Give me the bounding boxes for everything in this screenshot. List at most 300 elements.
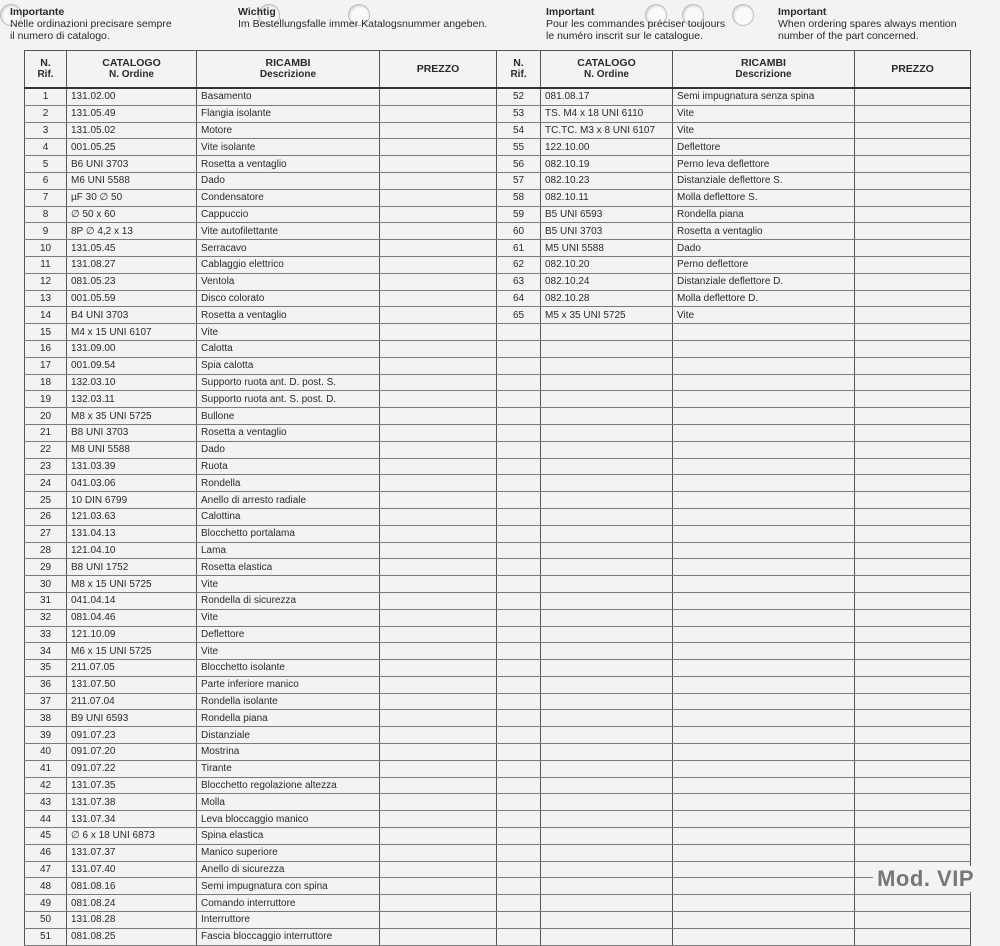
price-cell — [855, 290, 971, 307]
catalog-cell — [541, 643, 673, 660]
description-cell: Blocchetto regolazione altezza — [197, 777, 380, 794]
price-cell — [855, 626, 971, 643]
ref-cell: 11 — [25, 256, 67, 273]
price-cell — [380, 660, 497, 677]
description-cell: Distanziale deflettore D. — [673, 273, 855, 290]
price-cell — [380, 710, 497, 727]
price-cell — [380, 240, 497, 257]
price-cell — [855, 374, 971, 391]
note-body: Im Bestellungsfalle immer Katalogsnummer angeben. — [238, 18, 488, 30]
description-cell — [673, 609, 855, 626]
price-cell — [855, 391, 971, 408]
catalog-cell — [541, 710, 673, 727]
catalog-cell — [541, 542, 673, 559]
table-row — [497, 693, 971, 710]
catalog-cell: M5 x 35 UNI 5725 — [541, 307, 673, 324]
description-cell: Semi impugnatura senza spina — [673, 88, 855, 105]
description-cell — [673, 727, 855, 744]
catalog-cell — [541, 693, 673, 710]
column-header-price: PREZZO — [855, 51, 971, 89]
catalog-cell — [541, 828, 673, 845]
description-cell: Blocchetto portalama — [197, 525, 380, 542]
price-cell — [380, 912, 497, 929]
catalog-cell — [541, 441, 673, 458]
price-cell — [380, 391, 497, 408]
table-row — [497, 777, 971, 794]
catalog-cell — [541, 508, 673, 525]
catalog-cell: 121.04.10 — [67, 542, 197, 559]
ref-cell: 2 — [25, 105, 67, 122]
table-row — [25, 172, 497, 189]
table-row — [25, 441, 497, 458]
price-cell — [380, 122, 497, 139]
catalog-cell: 001.09.54 — [67, 357, 197, 374]
ref-cell: 47 — [25, 861, 67, 878]
note-body: When ordering spares always mention number of the part concerned. — [778, 18, 957, 42]
catalog-cell: µF 30 ∅ 50 — [67, 189, 197, 206]
catalog-cell — [541, 391, 673, 408]
ref-cell — [497, 660, 541, 677]
description-cell: Cablaggio elettrico — [197, 256, 380, 273]
ref-cell: 57 — [497, 172, 541, 189]
ref-cell: 12 — [25, 273, 67, 290]
table-row — [497, 559, 971, 576]
note-english — [778, 6, 993, 42]
catalog-cell: TS. M4 x 18 UNI 6110 — [541, 105, 673, 122]
table-row — [497, 492, 971, 509]
table-row — [25, 307, 497, 324]
ref-cell: 10 — [25, 240, 67, 257]
description-cell: Rondella di sicurezza — [197, 592, 380, 609]
ref-cell: 24 — [25, 475, 67, 492]
ref-cell: 50 — [25, 912, 67, 929]
ref-cell — [497, 324, 541, 341]
table-row — [497, 374, 971, 391]
table-row — [497, 357, 971, 374]
description-cell: Ventola — [197, 273, 380, 290]
price-cell — [855, 609, 971, 626]
price-cell — [855, 105, 971, 122]
ref-cell: 36 — [25, 676, 67, 693]
ref-cell: 28 — [25, 542, 67, 559]
catalog-cell: 081.08.17 — [541, 88, 673, 105]
ref-cell: 26 — [25, 508, 67, 525]
catalog-cell: 131.04.13 — [67, 525, 197, 542]
table-row — [25, 357, 497, 374]
table-row — [25, 88, 497, 105]
description-cell — [673, 559, 855, 576]
catalog-cell: B4 UNI 3703 — [67, 307, 197, 324]
catalog-cell: M6 UNI 5588 — [67, 172, 197, 189]
description-cell: Lama — [197, 542, 380, 559]
price-cell — [855, 492, 971, 509]
price-cell — [380, 525, 497, 542]
price-cell — [380, 492, 497, 509]
price-cell — [855, 324, 971, 341]
table-row — [497, 895, 971, 912]
catalog-cell: B9 UNI 6593 — [67, 710, 197, 727]
ref-cell: 64 — [497, 290, 541, 307]
ref-cell: 38 — [25, 710, 67, 727]
price-cell — [380, 223, 497, 240]
table-row — [497, 811, 971, 828]
description-cell — [673, 710, 855, 727]
ref-cell: 61 — [497, 240, 541, 257]
price-cell — [855, 828, 971, 845]
ref-cell: 46 — [25, 844, 67, 861]
description-cell: Ruota — [197, 458, 380, 475]
column-header-catalog: CATALOGO N. Ordine — [67, 51, 197, 89]
ref-cell — [497, 508, 541, 525]
table-row — [25, 374, 497, 391]
price-cell — [855, 88, 971, 105]
description-cell: Rondella piana — [197, 710, 380, 727]
table-row — [25, 542, 497, 559]
ref-cell — [497, 844, 541, 861]
catalog-cell: B5 UNI 3703 — [541, 223, 673, 240]
table-row — [497, 609, 971, 626]
table-row — [497, 844, 971, 861]
description-cell: Blocchetto isolante — [197, 660, 380, 677]
ref-cell — [497, 643, 541, 660]
table-row — [25, 290, 497, 307]
price-cell — [380, 374, 497, 391]
ref-cell — [497, 475, 541, 492]
description-cell — [673, 408, 855, 425]
description-cell: Mostrina — [197, 744, 380, 761]
ref-cell: 58 — [497, 189, 541, 206]
column-header-description: RICAMBI Descrizione — [673, 51, 855, 89]
description-cell: Interruttore — [197, 912, 380, 929]
price-cell — [380, 643, 497, 660]
ref-cell: 16 — [25, 340, 67, 357]
catalog-cell: 131.02.00 — [67, 88, 197, 105]
price-cell — [380, 508, 497, 525]
table-row — [25, 525, 497, 542]
ref-cell: 52 — [497, 88, 541, 105]
table-row — [25, 777, 497, 794]
description-cell — [673, 760, 855, 777]
ref-cell — [497, 811, 541, 828]
description-cell: Fascia bloccaggio interruttore — [197, 928, 380, 945]
description-cell: Cappuccio — [197, 206, 380, 223]
ref-cell — [497, 576, 541, 593]
catalog-cell — [541, 912, 673, 929]
table-row — [497, 156, 971, 173]
price-cell — [380, 189, 497, 206]
catalog-cell: 082.10.23 — [541, 172, 673, 189]
table-row — [25, 273, 497, 290]
table-row — [497, 441, 971, 458]
catalog-cell: 8P ∅ 4,2 x 13 — [67, 223, 197, 240]
price-cell — [380, 206, 497, 223]
price-cell — [855, 340, 971, 357]
description-cell: Disco colorato — [197, 290, 380, 307]
catalog-cell: 211.07.05 — [67, 660, 197, 677]
price-cell — [855, 189, 971, 206]
description-cell — [673, 374, 855, 391]
description-cell: Leva bloccaggio manico — [197, 811, 380, 828]
table-row — [25, 492, 497, 509]
catalog-cell: B6 UNI 3703 — [67, 156, 197, 173]
price-cell — [380, 172, 497, 189]
table-row — [25, 156, 497, 173]
description-cell — [673, 928, 855, 945]
price-cell — [855, 777, 971, 794]
description-cell: Dado — [673, 240, 855, 257]
table-row — [25, 189, 497, 206]
description-cell — [673, 508, 855, 525]
description-cell: Perno leva deflettore — [673, 156, 855, 173]
ref-cell — [497, 441, 541, 458]
catalog-cell: 121.03.63 — [67, 508, 197, 525]
ref-cell — [497, 592, 541, 609]
ref-cell — [497, 777, 541, 794]
table-row — [497, 760, 971, 777]
table-row — [497, 408, 971, 425]
description-cell — [673, 542, 855, 559]
price-cell — [380, 105, 497, 122]
ref-cell: 21 — [25, 424, 67, 441]
catalog-cell: 082.10.19 — [541, 156, 673, 173]
description-cell — [673, 777, 855, 794]
ref-cell: 6 — [25, 172, 67, 189]
description-cell: Supporto ruota ant. S. post. D. — [197, 391, 380, 408]
price-cell — [380, 794, 497, 811]
description-cell: Bullone — [197, 408, 380, 425]
description-cell: Molla — [197, 794, 380, 811]
price-cell — [855, 693, 971, 710]
price-cell — [380, 828, 497, 845]
ref-cell: 4 — [25, 139, 67, 156]
catalog-cell: 001.05.25 — [67, 139, 197, 156]
table-row — [497, 710, 971, 727]
description-cell: Vite isolante — [197, 139, 380, 156]
catalog-cell: 132.03.10 — [67, 374, 197, 391]
price-cell — [855, 223, 971, 240]
table-row — [497, 340, 971, 357]
table-row — [497, 794, 971, 811]
price-cell — [855, 592, 971, 609]
table-row — [25, 693, 497, 710]
catalog-cell — [541, 811, 673, 828]
description-cell — [673, 626, 855, 643]
table-row — [25, 844, 497, 861]
catalog-cell: 131.07.40 — [67, 861, 197, 878]
catalog-cell: 001.05.59 — [67, 290, 197, 307]
table-row — [25, 676, 497, 693]
catalog-cell — [541, 592, 673, 609]
catalog-cell: M8 UNI 5588 — [67, 441, 197, 458]
description-cell: Vite — [197, 324, 380, 341]
table-row — [497, 525, 971, 542]
description-cell: Serracavo — [197, 240, 380, 257]
table-row — [25, 559, 497, 576]
description-cell: Anello di sicurezza — [197, 861, 380, 878]
table-row — [25, 324, 497, 341]
table-row — [497, 223, 971, 240]
catalog-cell: 082.10.20 — [541, 256, 673, 273]
price-cell — [380, 290, 497, 307]
ref-cell: 7 — [25, 189, 67, 206]
table-row — [497, 912, 971, 929]
price-cell — [855, 928, 971, 945]
ref-cell — [497, 609, 541, 626]
price-cell — [380, 256, 497, 273]
ref-cell — [497, 912, 541, 929]
ref-cell: 49 — [25, 895, 67, 912]
table-row — [25, 928, 497, 945]
table-row — [25, 240, 497, 257]
catalog-cell: 082.10.24 — [541, 273, 673, 290]
price-cell — [855, 273, 971, 290]
catalog-cell: 131.07.37 — [67, 844, 197, 861]
table-row — [497, 172, 971, 189]
description-cell — [673, 458, 855, 475]
table-row — [497, 576, 971, 593]
ref-cell: 31 — [25, 592, 67, 609]
price-cell — [855, 458, 971, 475]
description-cell — [673, 676, 855, 693]
description-cell — [673, 441, 855, 458]
description-cell: Vite — [673, 122, 855, 139]
catalog-cell: 121.10.09 — [67, 626, 197, 643]
catalog-cell: 122.10.00 — [541, 139, 673, 156]
price-cell — [855, 424, 971, 441]
price-cell — [855, 559, 971, 576]
table-row — [25, 592, 497, 609]
catalog-cell: B5 UNI 6593 — [541, 206, 673, 223]
table-row — [25, 576, 497, 593]
catalog-cell: 091.07.22 — [67, 760, 197, 777]
ref-cell — [497, 408, 541, 425]
price-cell — [380, 441, 497, 458]
ref-cell: 35 — [25, 660, 67, 677]
table-row — [25, 643, 497, 660]
ref-cell — [497, 727, 541, 744]
description-cell: Comando interruttore — [197, 895, 380, 912]
catalog-cell: 131.09.00 — [67, 340, 197, 357]
note-french — [546, 6, 771, 42]
catalog-cell — [541, 559, 673, 576]
catalog-cell: 10 DIN 6799 — [67, 492, 197, 509]
description-cell: Molla deflettore D. — [673, 290, 855, 307]
description-cell — [673, 811, 855, 828]
ref-cell: 54 — [497, 122, 541, 139]
table-row — [25, 122, 497, 139]
price-cell — [855, 844, 971, 861]
table-row — [497, 727, 971, 744]
price-cell — [380, 861, 497, 878]
note-body: Pour les commandes préciser toujours le numéro inscrit sur le catalogue. — [546, 18, 726, 42]
ref-cell — [497, 559, 541, 576]
price-cell — [855, 643, 971, 660]
description-cell: Rosetta elastica — [197, 559, 380, 576]
column-header-ref: N. Rif. — [497, 51, 541, 89]
table-row — [497, 928, 971, 945]
table-row — [497, 256, 971, 273]
note-title: Wichtig — [238, 6, 276, 18]
table-row — [25, 626, 497, 643]
description-cell — [673, 475, 855, 492]
ref-cell: 32 — [25, 609, 67, 626]
description-cell — [673, 492, 855, 509]
price-cell — [380, 693, 497, 710]
catalog-cell — [541, 744, 673, 761]
description-cell — [673, 592, 855, 609]
table-row — [25, 139, 497, 156]
description-cell: Calotta — [197, 340, 380, 357]
description-cell: Semi impugnatura con spina — [197, 878, 380, 895]
table-row — [25, 340, 497, 357]
table-row — [25, 727, 497, 744]
ref-cell: 30 — [25, 576, 67, 593]
price-cell — [855, 744, 971, 761]
catalog-cell — [541, 895, 673, 912]
ref-cell — [497, 542, 541, 559]
table-row — [25, 206, 497, 223]
price-cell — [855, 122, 971, 139]
price-cell — [380, 576, 497, 593]
table-row — [497, 273, 971, 290]
ref-cell — [497, 878, 541, 895]
ref-cell: 55 — [497, 139, 541, 156]
price-cell — [855, 660, 971, 677]
catalog-cell — [541, 794, 673, 811]
catalog-cell — [541, 374, 673, 391]
table-row — [497, 508, 971, 525]
ref-cell — [497, 492, 541, 509]
note-body: Nelle ordinazioni precisare sempre il numero di catalogo. — [10, 18, 172, 42]
price-cell — [855, 710, 971, 727]
column-header-ref: N. Rif. — [25, 51, 67, 89]
table-row — [497, 122, 971, 139]
ref-cell: 29 — [25, 559, 67, 576]
ref-cell — [497, 895, 541, 912]
ref-cell: 37 — [25, 693, 67, 710]
price-cell — [380, 895, 497, 912]
catalog-cell: M4 x 15 UNI 6107 — [67, 324, 197, 341]
description-cell — [673, 525, 855, 542]
table-row — [497, 307, 971, 324]
ref-cell — [497, 676, 541, 693]
description-cell: Spina elastica — [197, 828, 380, 845]
catalog-cell: 091.07.20 — [67, 744, 197, 761]
description-cell: Molla deflettore S. — [673, 189, 855, 206]
catalog-cell: 131.07.38 — [67, 794, 197, 811]
ref-cell: 23 — [25, 458, 67, 475]
parts-table-left — [24, 50, 497, 946]
catalog-cell — [541, 878, 673, 895]
description-cell — [673, 340, 855, 357]
ref-cell — [497, 391, 541, 408]
catalog-cell — [541, 626, 673, 643]
price-cell — [855, 912, 971, 929]
description-cell: Dado — [197, 441, 380, 458]
ref-cell — [497, 693, 541, 710]
description-cell — [673, 878, 855, 895]
ref-cell — [497, 760, 541, 777]
table-row — [25, 861, 497, 878]
description-cell: Tirante — [197, 760, 380, 777]
description-cell — [673, 424, 855, 441]
description-cell: Condensatore — [197, 189, 380, 206]
catalog-cell: 131.08.28 — [67, 912, 197, 929]
catalog-cell — [541, 660, 673, 677]
ref-cell — [497, 828, 541, 845]
price-cell — [855, 895, 971, 912]
table-row — [25, 475, 497, 492]
